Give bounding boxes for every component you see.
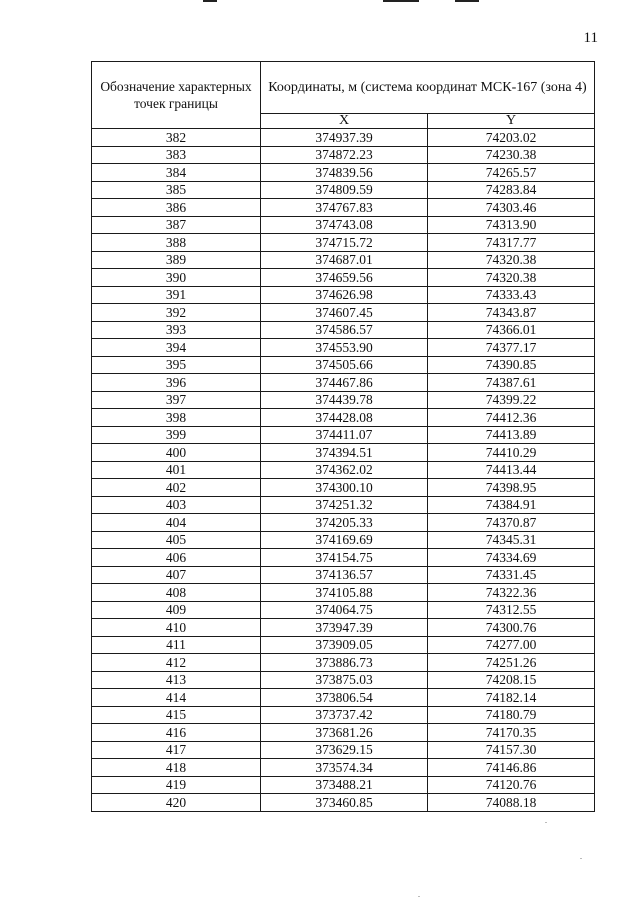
y-coordinate-cell: 74387.61 bbox=[428, 374, 595, 392]
x-coordinate-cell: 373629.15 bbox=[261, 741, 428, 759]
y-coordinate-cell: 74265.57 bbox=[428, 164, 595, 182]
x-coordinate-cell: 373806.54 bbox=[261, 689, 428, 707]
x-coordinate-cell: 374505.66 bbox=[261, 356, 428, 374]
y-coordinate-cell: 74320.38 bbox=[428, 251, 595, 269]
point-id-cell: 412 bbox=[92, 654, 261, 672]
x-coordinate-cell: 374937.39 bbox=[261, 129, 428, 147]
point-id-cell: 382 bbox=[92, 129, 261, 147]
point-id-cell: 391 bbox=[92, 286, 261, 304]
table-row bbox=[92, 409, 595, 427]
x-coordinate-cell: 374169.69 bbox=[261, 531, 428, 549]
x-column-header: X bbox=[261, 114, 428, 129]
table-row bbox=[92, 234, 595, 252]
point-id-cell: 409 bbox=[92, 601, 261, 619]
point-id-cell: 393 bbox=[92, 321, 261, 339]
table-row bbox=[92, 549, 595, 567]
point-id-cell: 407 bbox=[92, 566, 261, 584]
y-coordinate-cell: 74320.38 bbox=[428, 269, 595, 287]
page-number: 11 bbox=[583, 30, 598, 46]
point-designation-header: Обозначение характерных точек границы bbox=[92, 62, 261, 129]
point-id-cell: 388 bbox=[92, 234, 261, 252]
table-row bbox=[92, 706, 595, 724]
y-coordinate-cell: 74157.30 bbox=[428, 741, 595, 759]
y-coordinate-cell: 74322.36 bbox=[428, 584, 595, 602]
scan-speck bbox=[545, 822, 547, 823]
y-coordinate-cell: 74334.69 bbox=[428, 549, 595, 567]
point-id-cell: 397 bbox=[92, 391, 261, 409]
x-coordinate-cell: 374872.23 bbox=[261, 146, 428, 164]
table-row bbox=[92, 724, 595, 742]
y-coordinate-cell: 74251.26 bbox=[428, 654, 595, 672]
x-coordinate-cell: 374659.56 bbox=[261, 269, 428, 287]
x-coordinate-cell: 374809.59 bbox=[261, 181, 428, 199]
y-coordinate-cell: 74146.86 bbox=[428, 759, 595, 777]
y-coordinate-cell: 74377.17 bbox=[428, 339, 595, 357]
y-coordinate-cell: 74399.22 bbox=[428, 391, 595, 409]
y-coordinate-cell: 74203.02 bbox=[428, 129, 595, 147]
x-coordinate-cell: 374411.07 bbox=[261, 426, 428, 444]
point-id-cell: 417 bbox=[92, 741, 261, 759]
x-coordinate-cell: 374715.72 bbox=[261, 234, 428, 252]
scan-mark bbox=[203, 0, 217, 2]
point-id-cell: 406 bbox=[92, 549, 261, 567]
table-row bbox=[92, 794, 595, 812]
point-id-cell: 390 bbox=[92, 269, 261, 287]
y-coordinate-cell: 74331.45 bbox=[428, 566, 595, 584]
point-id-cell: 403 bbox=[92, 496, 261, 514]
table-row bbox=[92, 181, 595, 199]
point-id-cell: 419 bbox=[92, 776, 261, 794]
x-coordinate-cell: 373947.39 bbox=[261, 619, 428, 637]
y-coordinate-cell: 74303.46 bbox=[428, 199, 595, 217]
point-id-cell: 410 bbox=[92, 619, 261, 637]
table-row bbox=[92, 199, 595, 217]
y-column-header: Y bbox=[428, 114, 595, 129]
x-coordinate-cell: 374553.90 bbox=[261, 339, 428, 357]
point-id-cell: 402 bbox=[92, 479, 261, 497]
scan-top-marks bbox=[0, 0, 640, 4]
coordinates-table bbox=[91, 61, 595, 812]
table-row bbox=[92, 339, 595, 357]
x-coordinate-cell: 374839.56 bbox=[261, 164, 428, 182]
x-coordinate-cell: 374105.88 bbox=[261, 584, 428, 602]
y-coordinate-cell: 74230.38 bbox=[428, 146, 595, 164]
y-coordinate-cell: 74390.85 bbox=[428, 356, 595, 374]
point-id-cell: 395 bbox=[92, 356, 261, 374]
point-id-cell: 405 bbox=[92, 531, 261, 549]
table-row bbox=[92, 479, 595, 497]
table-row bbox=[92, 671, 595, 689]
x-coordinate-cell: 373737.42 bbox=[261, 706, 428, 724]
table-row bbox=[92, 514, 595, 532]
x-coordinate-cell: 373574.34 bbox=[261, 759, 428, 777]
table-row bbox=[92, 531, 595, 549]
point-id-cell: 420 bbox=[92, 794, 261, 812]
x-coordinate-cell: 374607.45 bbox=[261, 304, 428, 322]
table-row bbox=[92, 426, 595, 444]
point-id-cell: 408 bbox=[92, 584, 261, 602]
point-id-cell: 385 bbox=[92, 181, 261, 199]
table-row bbox=[92, 689, 595, 707]
table-row bbox=[92, 164, 595, 182]
table-row bbox=[92, 129, 595, 147]
x-coordinate-cell: 373886.73 bbox=[261, 654, 428, 672]
table-row bbox=[92, 286, 595, 304]
scan-mark bbox=[383, 0, 419, 2]
x-coordinate-cell: 373460.85 bbox=[261, 794, 428, 812]
y-coordinate-cell: 74170.35 bbox=[428, 724, 595, 742]
table-row bbox=[92, 496, 595, 514]
y-coordinate-cell: 74120.76 bbox=[428, 776, 595, 794]
scan-speck bbox=[580, 858, 582, 859]
point-id-cell: 389 bbox=[92, 251, 261, 269]
y-coordinate-cell: 74398.95 bbox=[428, 479, 595, 497]
point-id-cell: 392 bbox=[92, 304, 261, 322]
table-row bbox=[92, 304, 595, 322]
table-row bbox=[92, 601, 595, 619]
point-id-cell: 384 bbox=[92, 164, 261, 182]
table-row bbox=[92, 566, 595, 584]
coordinates-table-body bbox=[92, 129, 595, 812]
point-id-cell: 394 bbox=[92, 339, 261, 357]
scan-speck bbox=[418, 896, 420, 897]
y-coordinate-cell: 74413.44 bbox=[428, 461, 595, 479]
table-row bbox=[92, 636, 595, 654]
y-coordinate-cell: 74366.01 bbox=[428, 321, 595, 339]
table-row bbox=[92, 146, 595, 164]
point-id-cell: 401 bbox=[92, 461, 261, 479]
y-coordinate-cell: 74343.87 bbox=[428, 304, 595, 322]
point-id-cell: 386 bbox=[92, 199, 261, 217]
x-coordinate-cell: 373681.26 bbox=[261, 724, 428, 742]
y-coordinate-cell: 74410.29 bbox=[428, 444, 595, 462]
x-coordinate-cell: 373909.05 bbox=[261, 636, 428, 654]
table-row bbox=[92, 216, 595, 234]
y-coordinate-cell: 74413.89 bbox=[428, 426, 595, 444]
x-coordinate-cell: 374064.75 bbox=[261, 601, 428, 619]
table-row bbox=[92, 356, 595, 374]
x-coordinate-cell: 374300.10 bbox=[261, 479, 428, 497]
table-row bbox=[92, 759, 595, 777]
point-id-cell: 398 bbox=[92, 409, 261, 427]
table-row bbox=[92, 619, 595, 637]
table-row bbox=[92, 321, 595, 339]
table-row bbox=[92, 444, 595, 462]
y-coordinate-cell: 74345.31 bbox=[428, 531, 595, 549]
table-row bbox=[92, 251, 595, 269]
table-row bbox=[92, 584, 595, 602]
point-id-cell: 414 bbox=[92, 689, 261, 707]
point-id-cell: 399 bbox=[92, 426, 261, 444]
y-coordinate-cell: 74333.43 bbox=[428, 286, 595, 304]
x-coordinate-cell: 374743.08 bbox=[261, 216, 428, 234]
x-coordinate-cell: 374154.75 bbox=[261, 549, 428, 567]
y-coordinate-cell: 74182.14 bbox=[428, 689, 595, 707]
table-row bbox=[92, 654, 595, 672]
point-id-cell: 411 bbox=[92, 636, 261, 654]
x-coordinate-cell: 374136.57 bbox=[261, 566, 428, 584]
table-row bbox=[92, 391, 595, 409]
table-row bbox=[92, 374, 595, 392]
y-coordinate-cell: 74313.90 bbox=[428, 216, 595, 234]
point-id-cell: 413 bbox=[92, 671, 261, 689]
point-id-cell: 396 bbox=[92, 374, 261, 392]
table-row bbox=[92, 776, 595, 794]
point-id-cell: 404 bbox=[92, 514, 261, 532]
table-row bbox=[92, 269, 595, 287]
x-coordinate-cell: 374439.78 bbox=[261, 391, 428, 409]
table-row bbox=[92, 741, 595, 759]
y-coordinate-cell: 74312.55 bbox=[428, 601, 595, 619]
point-id-cell: 383 bbox=[92, 146, 261, 164]
x-coordinate-cell: 374428.08 bbox=[261, 409, 428, 427]
scan-mark bbox=[455, 0, 479, 2]
y-coordinate-cell: 74384.91 bbox=[428, 496, 595, 514]
table-row bbox=[92, 461, 595, 479]
coordinates-header: Координаты, м (система координат МСК-167 (зона 4) bbox=[261, 62, 595, 114]
x-coordinate-cell: 373875.03 bbox=[261, 671, 428, 689]
x-coordinate-cell: 374394.51 bbox=[261, 444, 428, 462]
x-coordinate-cell: 374586.57 bbox=[261, 321, 428, 339]
point-id-cell: 415 bbox=[92, 706, 261, 724]
point-id-cell: 418 bbox=[92, 759, 261, 777]
y-coordinate-cell: 74088.18 bbox=[428, 794, 595, 812]
point-id-cell: 400 bbox=[92, 444, 261, 462]
y-coordinate-cell: 74300.76 bbox=[428, 619, 595, 637]
x-coordinate-cell: 374767.83 bbox=[261, 199, 428, 217]
point-id-cell: 416 bbox=[92, 724, 261, 742]
x-coordinate-cell: 374467.86 bbox=[261, 374, 428, 392]
x-coordinate-cell: 373488.21 bbox=[261, 776, 428, 794]
y-coordinate-cell: 74180.79 bbox=[428, 706, 595, 724]
x-coordinate-cell: 374251.32 bbox=[261, 496, 428, 514]
x-coordinate-cell: 374687.01 bbox=[261, 251, 428, 269]
y-coordinate-cell: 74370.87 bbox=[428, 514, 595, 532]
y-coordinate-cell: 74283.84 bbox=[428, 181, 595, 199]
x-coordinate-cell: 374205.33 bbox=[261, 514, 428, 532]
y-coordinate-cell: 74277.00 bbox=[428, 636, 595, 654]
x-coordinate-cell: 374626.98 bbox=[261, 286, 428, 304]
y-coordinate-cell: 74208.15 bbox=[428, 671, 595, 689]
x-coordinate-cell: 374362.02 bbox=[261, 461, 428, 479]
point-id-cell: 387 bbox=[92, 216, 261, 234]
y-coordinate-cell: 74412.36 bbox=[428, 409, 595, 427]
y-coordinate-cell: 74317.77 bbox=[428, 234, 595, 252]
